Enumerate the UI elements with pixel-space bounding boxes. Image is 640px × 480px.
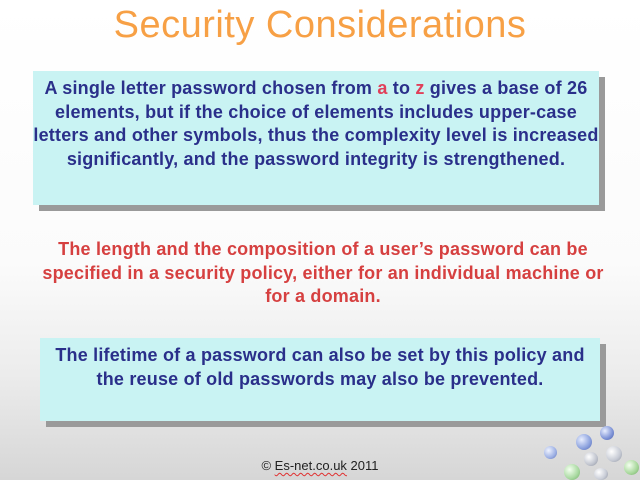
password-policy-paragraph: The length and the composition of a user’s password can be specified in a security policy, either for an individual machine or for a domain. bbox=[42, 239, 604, 306]
box1-text-part1: A single letter password chosen from bbox=[44, 78, 378, 98]
box1-text-part2: to bbox=[387, 78, 416, 98]
highlight-letter-a: a bbox=[377, 78, 388, 98]
orb-shape bbox=[594, 468, 608, 480]
footer-suffix: 2011 bbox=[346, 458, 379, 473]
footer-domain: Es-net.co.uk bbox=[274, 458, 347, 473]
orb-shape bbox=[576, 434, 592, 450]
orb-shape bbox=[606, 446, 622, 462]
info-box-password-complexity bbox=[33, 71, 599, 205]
footer-prefix: © bbox=[261, 458, 275, 473]
highlight-letter-z: z bbox=[415, 78, 425, 98]
slide-title: Security Considerations bbox=[113, 4, 527, 46]
orb-shape bbox=[600, 426, 614, 440]
orb-shape bbox=[624, 460, 639, 475]
orb-cluster-icon bbox=[540, 420, 640, 480]
box3-text: The lifetime of a password can also be set by this policy and the reuse of old passwords may also be prevented. bbox=[55, 345, 585, 389]
info-box-password-lifetime bbox=[40, 338, 600, 421]
orb-shape bbox=[564, 464, 580, 480]
box1-text-part3: gives a base of 26 elements, but if the choice of elements includes upper-case letters and other symbols, thus the complexity level is increased significantly, and the password integrity is strengthened. bbox=[33, 78, 599, 169]
orb-shape bbox=[544, 446, 557, 459]
orb-shape bbox=[584, 452, 598, 466]
